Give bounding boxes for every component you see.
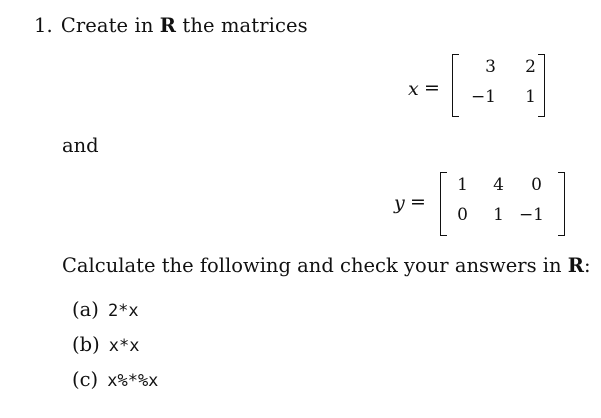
heading-bold-r: R bbox=[159, 14, 177, 37]
item-a-code: 2*x bbox=[107, 301, 139, 321]
instruction-text bbox=[62, 254, 591, 277]
matrix-y-cell-r2c3: −1 bbox=[518, 205, 544, 225]
item-b-label: (b) bbox=[72, 333, 100, 356]
list-item bbox=[72, 333, 140, 356]
list-item bbox=[72, 298, 139, 321]
matrix-y-cell-r1c2: 4 bbox=[493, 175, 504, 195]
matrix-x-right-bracket bbox=[538, 54, 545, 117]
matrix-x-left-bracket bbox=[452, 54, 459, 117]
item-c-code: x%*%x bbox=[107, 371, 159, 391]
matrix-x-cell-r1c2: 2 bbox=[525, 57, 536, 77]
matrix-y-cell-r1c3: 0 bbox=[531, 175, 542, 195]
item-b-code: x*x bbox=[108, 336, 140, 356]
matrix-y-label: y bbox=[394, 192, 405, 214]
matrix-x-cell-r1c1: 3 bbox=[485, 57, 496, 77]
list-item bbox=[72, 368, 158, 391]
matrix-y-right-bracket bbox=[558, 172, 565, 236]
matrix-x-cell-r2c2: 1 bbox=[525, 87, 536, 107]
exercise-number: 1. bbox=[34, 14, 53, 37]
item-a-label: (a) bbox=[72, 298, 99, 321]
item-c-label: (c) bbox=[72, 368, 99, 391]
matrix-y-cell-r2c1: 0 bbox=[457, 205, 468, 225]
heading-text-after: the matrices bbox=[176, 14, 308, 37]
heading-text-before: Create in bbox=[60, 14, 160, 37]
connector-and: and bbox=[62, 134, 99, 157]
matrix-y-equals: = bbox=[410, 191, 426, 213]
exercise-heading bbox=[34, 14, 308, 37]
instruction-bold-r: R bbox=[567, 254, 584, 277]
matrix-y-cell-r1c1: 1 bbox=[457, 175, 468, 195]
matrix-x-label: x bbox=[408, 78, 419, 100]
matrix-y-cell-r2c2: 1 bbox=[493, 205, 504, 225]
matrix-x-equals: = bbox=[424, 77, 440, 99]
instruction-text-before: Calculate the following and check your answers in bbox=[62, 254, 568, 277]
matrix-x-cell-r2c1: −1 bbox=[470, 87, 496, 107]
instruction-text-after: : bbox=[584, 254, 591, 277]
